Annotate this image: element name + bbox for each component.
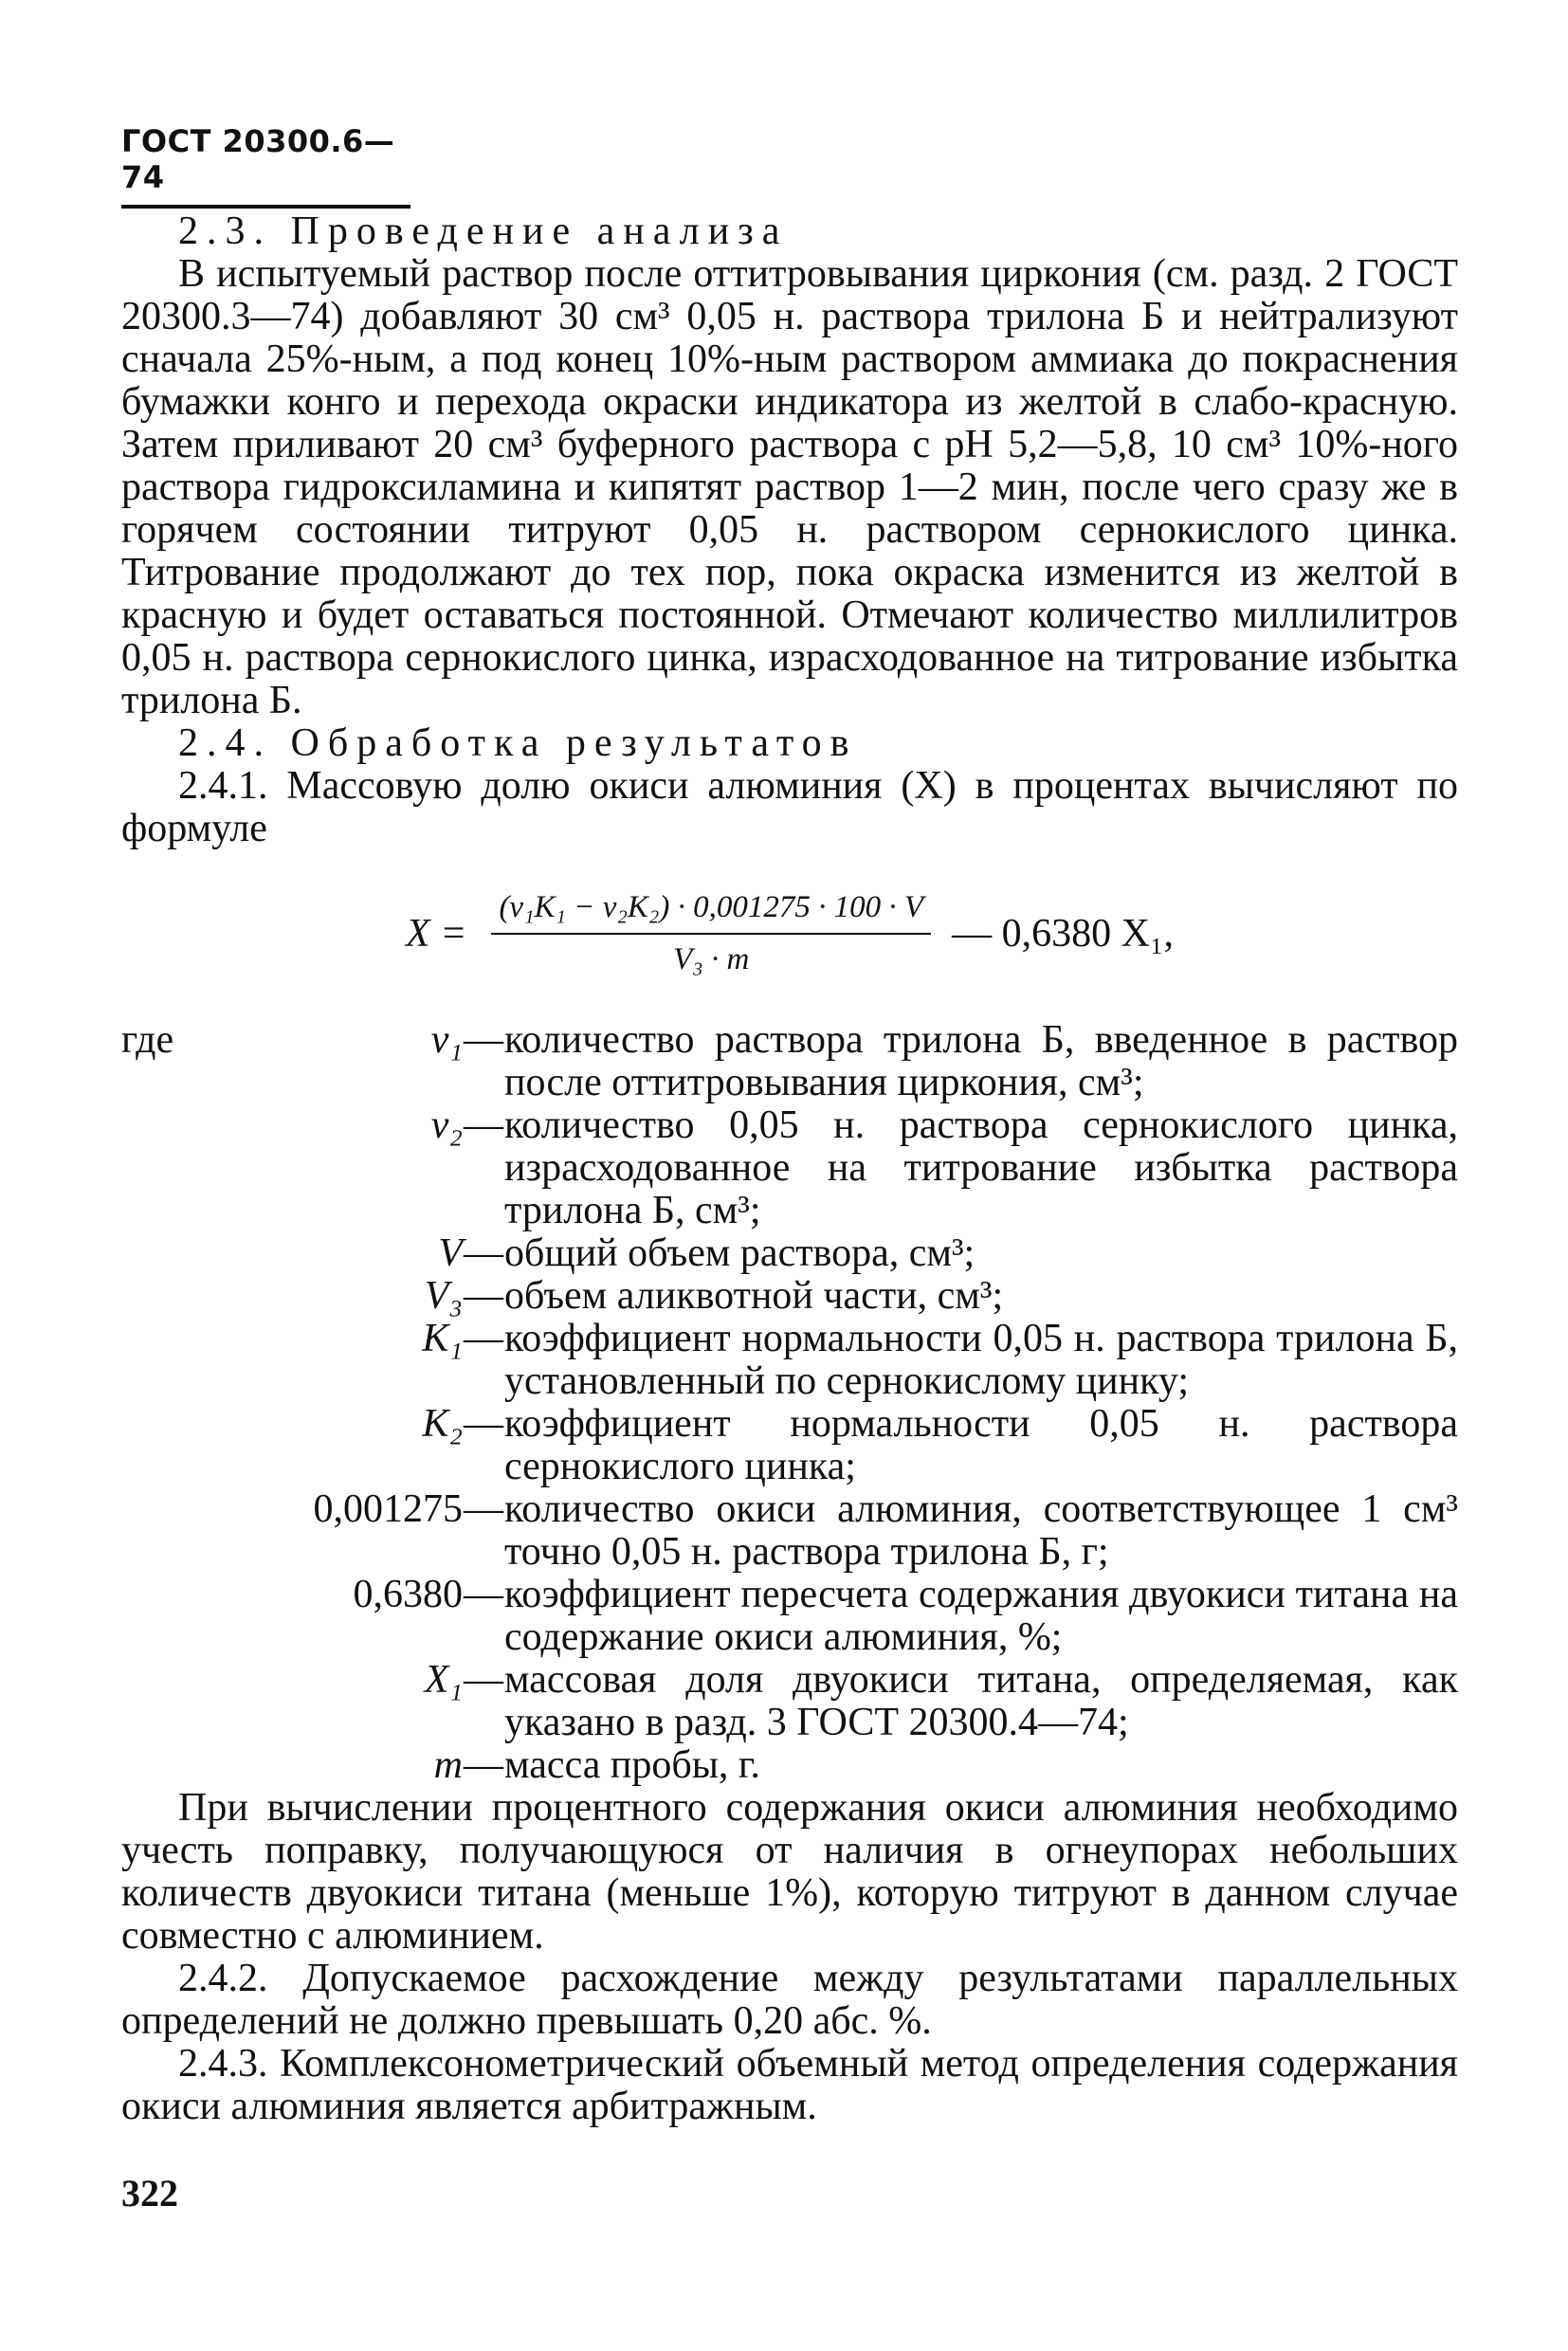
definition-text: коэффициент нормальности 0,05 н. раствора трилона Б, установленный по сернокислому цинку; — [504, 1317, 1458, 1403]
formula-fraction — [491, 886, 931, 981]
definition-dash: — — [464, 1317, 503, 1360]
definition-symbol: V — [438, 1231, 463, 1275]
definition-symbol: v₂ — [430, 1103, 463, 1147]
definition-text: коэффициент нормальности 0,05 н. раствора сернокислого цинка; — [504, 1402, 1458, 1488]
definition-symbol: 0,6380 — [353, 1573, 463, 1616]
definition-dash: — — [464, 1658, 503, 1702]
definition-symbol: K₂ — [422, 1402, 463, 1446]
definition-dash: — — [464, 1573, 503, 1616]
definition-row — [121, 1275, 1458, 1318]
definition-row — [121, 1232, 1458, 1275]
definition-row — [121, 1019, 1458, 1104]
note-paragraph: При вычислении процентного содержания окиси алюминия необходимо учесть поправку, получающуюся от наличия в огнеупорах небольших количеств двуокиси титана (меньше 1%), которую титруют в данном случае совместно с алюминием. — [121, 1786, 1458, 1958]
definition-symbol: K₁ — [422, 1317, 463, 1360]
definition-row — [121, 1403, 1458, 1488]
paragraph-2-4-2: 2.4.2. Допускаемое расхождение между результатами параллельных определений не должно превышать 0,20 абс. %. — [121, 1957, 1458, 2043]
definition-text: объем аликвотной части, см³; — [504, 1274, 1004, 1318]
definition-symbol: V₃ — [424, 1274, 463, 1318]
definition-text: количество окиси алюминия, соответствующее 1 см³ точно 0,05 н. раствора трилона Б, г; — [504, 1487, 1458, 1574]
definition-text: коэффициент пересчета содержания двуокиси титана на содержание окиси алюминия, %; — [504, 1573, 1458, 1659]
formula-denominator: V₃ · m — [673, 942, 750, 976]
section-2-4-title: 2.4. Обработка результатов — [178, 721, 858, 765]
definition-row — [121, 1744, 1458, 1787]
definitions-list — [121, 1019, 1458, 1787]
formula-block — [121, 886, 1458, 981]
section-2-3-text: В испытуемый раствор после оттитровывания циркония (см. разд. 2 ГОСТ 20300.3—74) добавляют 30 см³ 0,05 н. раствора трилона Б и нейтрализуют сначала 25%-ным, а под конец 10%-ным раствором аммиака до покраснения бумажки конго и перехода окраски индикатора из желтой в слабо-красную. Затем приливают 20 см³ буферного раствора с pH 5,2—5,8, 10 см³ 10%-ного раствора гидроксиламина и кипятят раствор 1—2 мин, после чего сразу же в горячем состоянии титруют 0,05 н. раствором сернокислого цинка. Титрование продолжают до тех пор, пока окраска изменится из желтой в красную и будет оставаться постоянной. Отмечают количество миллилитров 0,05 н. раствора сернокислого цинка, израсходованное на титрование избытка трилона Б. — [121, 252, 1458, 722]
section-2-3-title: 2.3. Проведение анализа — [178, 210, 789, 253]
page-number: 322 — [121, 2172, 178, 2214]
definition-text: массовая доля двуокиси титана, определяемая, как указано в разд. 3 ГОСТ 20300.4—74; — [504, 1658, 1458, 1744]
formula-lhs: X = — [405, 911, 467, 956]
document-code-header: ГОСТ 20300.6—74 — [121, 123, 410, 209]
definition-symbol: m — [433, 1743, 463, 1787]
definition-row — [121, 1104, 1458, 1232]
definition-text: общий объем раствора, см³; — [504, 1231, 975, 1275]
definition-dash: — — [464, 1402, 503, 1446]
definition-row — [121, 1574, 1458, 1659]
definition-dash: — — [464, 1103, 503, 1147]
formula-tail: — 0,6380 X₁, — [952, 911, 1175, 956]
definition-symbol: X₁ — [424, 1658, 463, 1702]
page-body — [121, 210, 1458, 2128]
definition-row — [121, 1318, 1458, 1403]
definition-row — [121, 1488, 1458, 1574]
definition-row — [121, 1659, 1458, 1744]
definition-dash: — — [464, 1487, 503, 1531]
definition-text: масса пробы, г. — [504, 1743, 760, 1787]
definition-symbol: 0,001275 — [313, 1487, 463, 1531]
paragraph-2-4-1: 2.4.1. Массовую долю окиси алюминия (X) в процентах вычисляют по формуле — [121, 764, 1458, 850]
paragraph-2-4-3: 2.4.3. Комплексонометрический объемный метод определения содержания окиси алюминия является арбитражным. — [121, 2042, 1458, 2128]
definition-dash: — — [464, 1274, 503, 1318]
definition-text: количество раствора трилона Б, введенное в раствор после оттитровывания циркония, см³; — [504, 1018, 1458, 1104]
where-label: где — [121, 1018, 174, 1062]
definition-dash: — — [464, 1231, 503, 1275]
definition-text: количество 0,05 н. раствора сернокислого цинка, израсходованное на титрование избытка раствора трилона Б, см³; — [504, 1103, 1458, 1232]
formula-numerator: (v₁K₁ − v₂K₂) · 0,001275 · 100 · V — [491, 886, 931, 935]
definition-dash: — — [464, 1743, 503, 1787]
definition-symbol: v₁ — [430, 1018, 463, 1062]
definition-dash: — — [464, 1018, 503, 1062]
